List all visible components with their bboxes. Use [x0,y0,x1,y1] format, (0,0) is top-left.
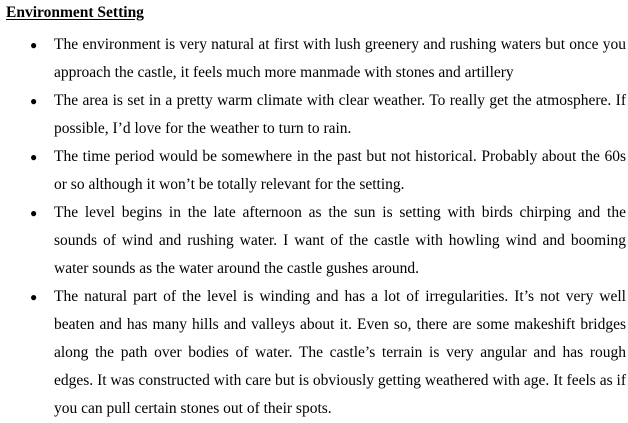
bullet-icon: ● [30,38,38,52]
bullet-icon: ● [30,290,38,304]
list-item [0,143,628,199]
bullet-icon: ● [30,150,38,164]
list-item-text: The time period would be somewhere in the past but not historical. Probably about the 60s or so although it won’t be totally relevant for the setting. [54,148,626,193]
list-item-text: The level begins in the late afternoon as the sun is setting with birds chirping and the sounds of wind and rushing water. I want of the castle with howling wind and booming water sounds as the water around the castle gushes around. [54,204,626,277]
bullet-list [0,31,628,423]
list-item [0,31,628,87]
list-item [0,87,628,143]
list-item [0,283,628,423]
list-item-text: The environment is very natural at first with lush greenery and rushing waters but once you approach the castle, it feels much more manmade with stones and artillery [54,36,626,81]
bullet-icon: ● [30,94,38,108]
section-heading: Environment Setting [6,4,144,21]
list-item-text: The natural part of the level is winding and has a lot of irregularities. It’s not very well beaten and has many hills and valleys about it. Even so, there are some makeshift bridges along the path over bodies of water. The castle’s terrain is very angular and has rough edges. It was constructed with care but is obviously getting weathered with age. It feels as if you can pull certain stones out of their spots. [54,288,626,417]
list-item [0,199,628,283]
bullet-icon: ● [30,206,38,220]
list-item-text: The area is set in a pretty warm climate with clear weather. To really get the atmosphere. If possible, I’d love for the weather to turn to rain. [54,92,626,137]
